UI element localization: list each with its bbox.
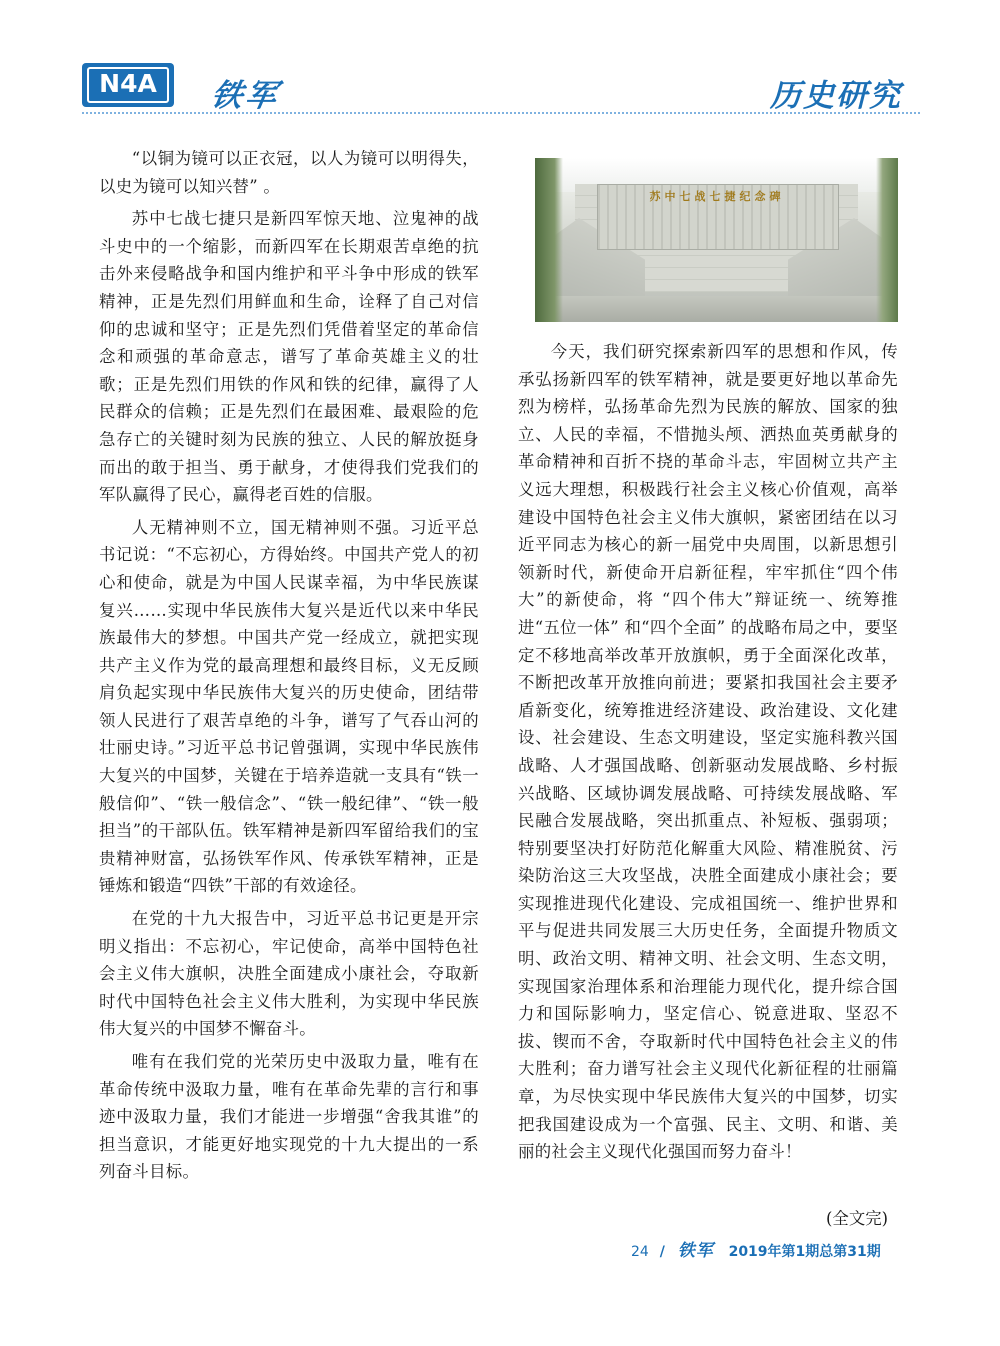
end-note: (全文完) [826, 1209, 888, 1228]
paragraph: 人无精神则不立，国无精神则不强。习近平总书记说：“不忘初心，方得始终。中国共产党人的初心和使命，就是为中国人民谋幸福，为中华民族谋复兴……实现中华民族伟大复兴是近代以来中华民族最伟大的梦想。中国共产党一经成立，就把实现共产主义作为党的最高理想和最终目标，义无反顾肩负起实现中华民族伟大复兴的历史使命，团结带领人民进行了艰苦卓绝的斗争，谱写了气吞山河的壮丽史诗。”习近平总书记曾强调，实现中华民族伟大复兴的中国梦，关键在于培养造就一支具有“铁一般信仰”、“铁一般信念”、“铁一般纪律”、“铁一般担当”的干部队伍。铁军精神是新四军留给我们的宝贵精神财富，弘扬铁军作风、传承铁军精神，正是锤炼和锻造“四铁”干部的有效途径。 [99, 517, 479, 896]
left-column [99, 145, 479, 1191]
paragraph: 苏中七战七捷只是新四军惊天地、泣鬼神的战斗史中的一个缩影，而新四军在长期艰苦卓绝的抗击外来侵略战争和国内维护和平斗争中形成的铁军精神，正是先烈们用鲜血和生命，诠释了自己对信仰的忠诚和坚守；正是先烈们凭借着坚定的革命信念和顽强的革命意志，谱写了革命英雄主义的壮歌；正是先烈们用铁的作风和铁的纪律，赢得了人民群众的信赖；正是先烈们在最困难、最艰险的危急存亡的关键时刻为民族的独立、人民的解放挺身而出的敢于担当、勇于献身，才使得我们党我们的军队赢得了民心，赢得老百姓的信服。 [99, 209, 479, 505]
footer-magazine-name: 铁军 [677, 1241, 714, 1261]
paragraph: “以铜为镜可以正衣冠，以人为镜可以明得失，以史为镜可以知兴替” 。 [99, 149, 479, 196]
right-column [518, 338, 898, 1171]
logo-text: N4A [99, 69, 157, 98]
n4a-logo [82, 63, 174, 107]
footer-separator: / [659, 1244, 665, 1260]
page-number: 24 [631, 1244, 649, 1260]
memorial-base [535, 296, 898, 322]
trees-right [876, 158, 898, 322]
paragraph: 唯有在我们党的光荣历史中汲取力量，唯有在革命传统中汲取力量，唯有在革命先辈的言行和事迹中汲取力量，我们才能进一步增强“舍我其谁”的担当意识，才能更好地实现党的十九大提出的一系列奋斗目标。 [99, 1052, 479, 1182]
header-divider [82, 112, 920, 114]
section-title: 历史研究 [770, 78, 902, 114]
memorial-inscription: 苏中七战七捷纪念碑 [649, 190, 785, 203]
issue-info: 2019年第1期总第31期 [728, 1244, 881, 1260]
magazine-name: 铁军 [208, 78, 283, 114]
page-footer [631, 1236, 881, 1261]
memorial-photo [535, 158, 898, 322]
paragraph: 今天，我们研究探索新四军的思想和作风，传承弘扬新四军的铁军精神，就是要更好地以革命先烈为榜样，弘扬革命先烈为民族的解放、国家的独立、人民的幸福，不惜抛头颅、洒热血英勇献身的革命精神和百折不挠的革命斗志，牢固树立共产主义远大理想，积极践行社会主义核心价值观，高举建设中国特色社会主义伟大旗帜，紧密团结在以习近平同志为核心的新一届党中央周围，以新思想引领新时代，新使命开启新征程，牢牢抓住“四个伟大”的新使命，将 “四个伟大”辩证统一、统筹推进“五位一体” 和“四个全面” 的战略布局之中，要坚定不移地高举改革开放旗帜，勇于全面深化改革，不断把改革开放推向前进；要紧扣我国社会主要矛盾新变化，统筹推进经济建设、政治建设、文化建设、社会建设、生态文明建设，坚定实施科教兴国战略、人才强国战略、创新驱动发展战略、乡村振兴战略、区域协调发展战略、可持续发展战略、军民融合发展战略，突出抓重点、补短板、强弱项；特别要坚决打好防范化解重大风险、精准脱贫、污染防治这三大攻坚战，决胜全面建成小康社会；要实现推进现代化建设、完成祖国统一、维护世界和平与促进共同发展三大历史任务，全面提升物质文明、政治文明、精神文明、社会文明、生态文明，实现国家治理体系和治理能力现代化，提升综合国力和国际影响力，坚定信心、锐意进取、坚忍不拔、锲而不舍，夺取新时代中国特色社会主义的伟大胜利；奋力谱写社会主义现代化新征程的壮丽篇章，为尽快实现中华民族伟大复兴的中国梦，切实把我国建设成为一个富强、民主、文明、和谐、美丽的社会主义现代化强国而努力奋斗！ [518, 342, 898, 1162]
paragraph: 在党的十九大报告中，习近平总书记更是开宗明义指出：不忘初心，牢记使命，高举中国特色社会主义伟大旗帜，决胜全面建成小康社会，夺取新时代中国特色社会主义伟大胜利，为实现中华民族伟大复兴的中国梦不懈奋斗。 [99, 909, 479, 1039]
trees-left [535, 158, 563, 322]
